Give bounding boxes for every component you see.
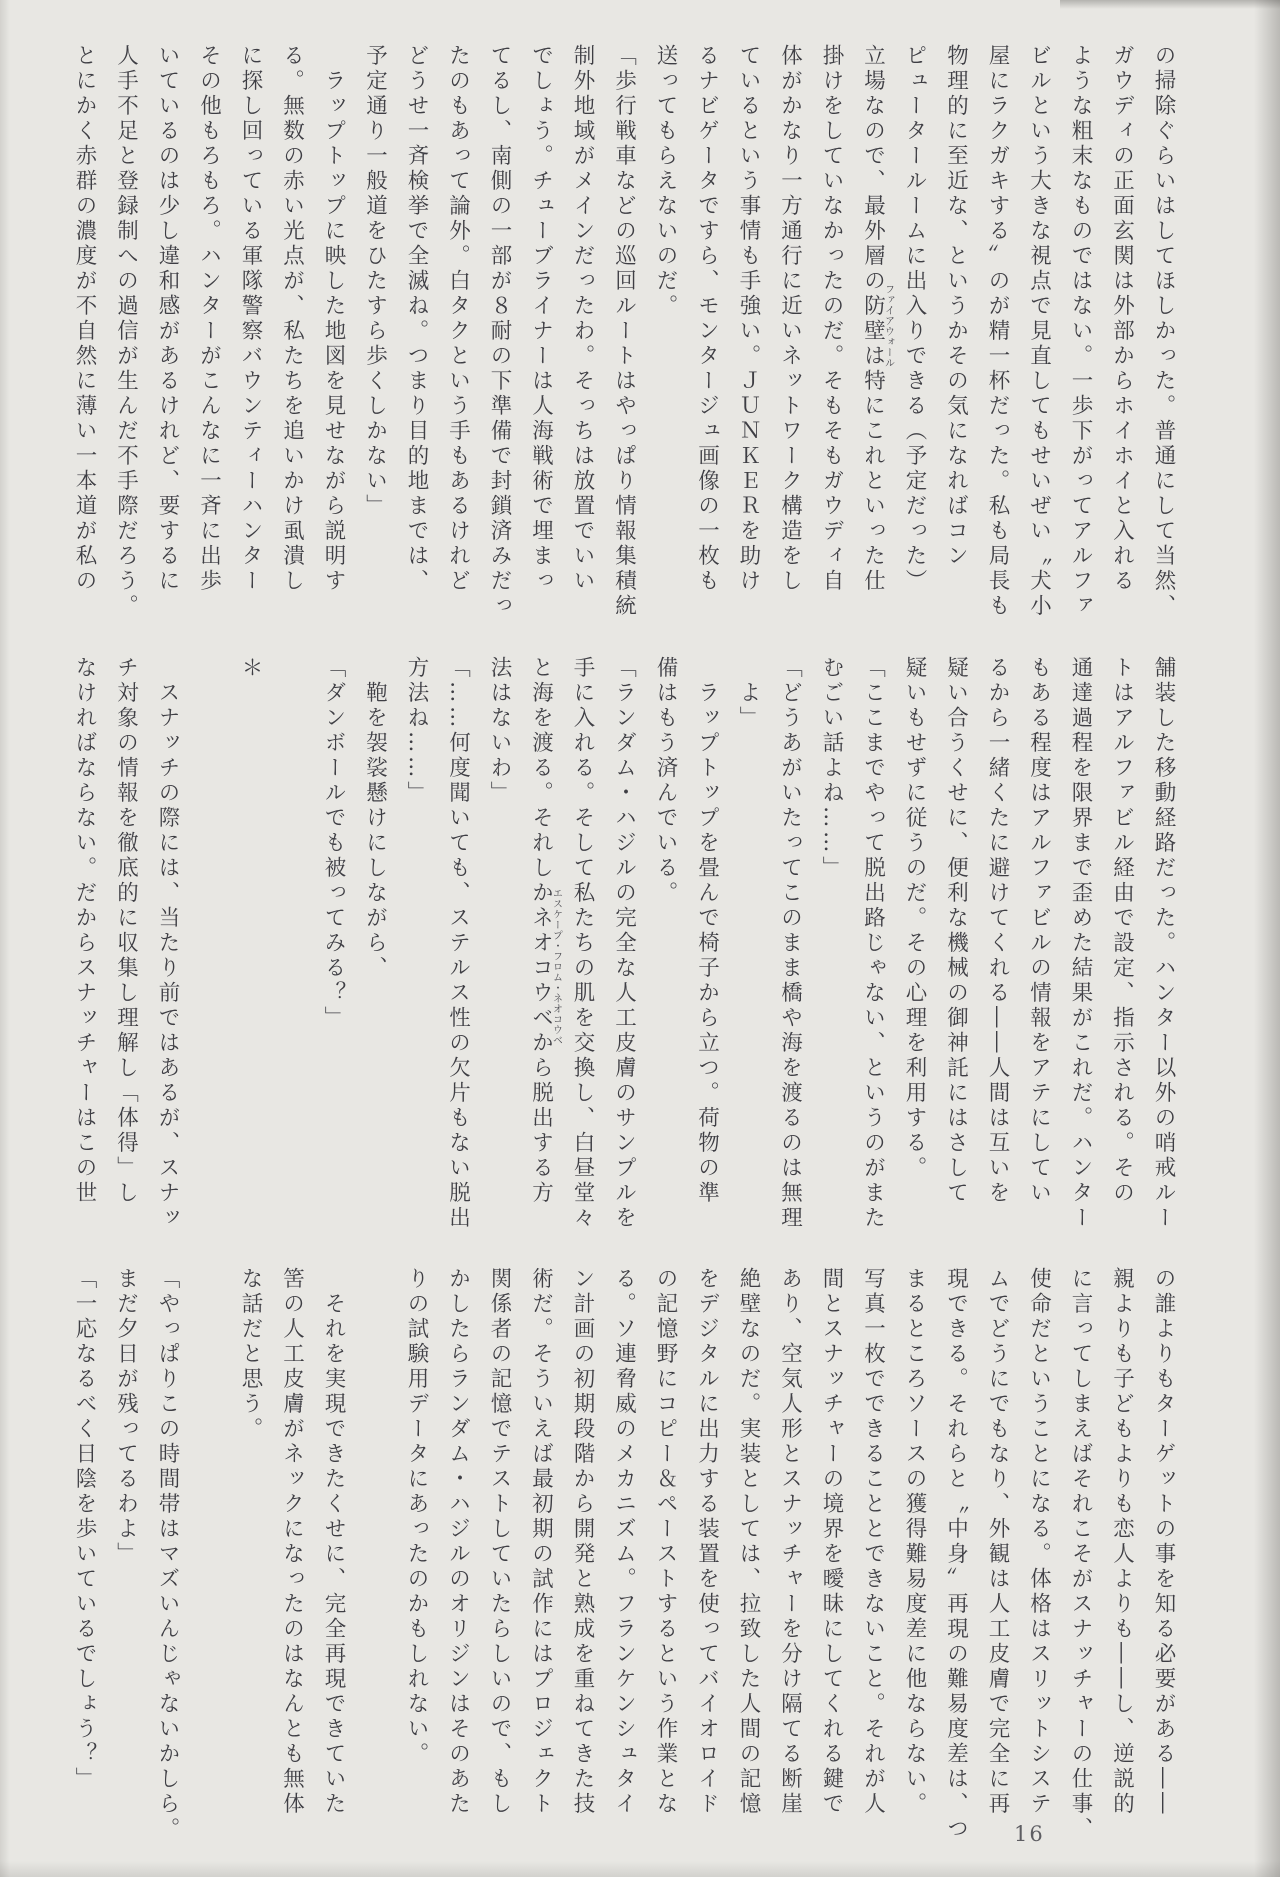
text-column	[313, 44, 355, 651]
column-text: の掃除ぐらいはしてほしかった。普通にして当然、	[1151, 44, 1176, 619]
text-column	[894, 656, 936, 1238]
column-text: ラップトップに映した地図を見せながら説明す	[321, 69, 346, 594]
text-column	[396, 656, 438, 1238]
column-text: 屋にラクガキする〟のが精一杯だった。私も局長も	[985, 44, 1010, 619]
column-text: ＊	[238, 656, 263, 681]
column-text: 「どうあがいたってこのまま橋や海を渡るのは無理	[777, 656, 803, 1231]
text-column	[1101, 1267, 1143, 1849]
text-column	[396, 44, 438, 626]
column-text: 疑い合うくせに、便利な機械の御神託にはさして	[943, 656, 969, 1206]
text-column	[977, 656, 1019, 1238]
column-text: スナッチの際には、当たり前ではあるが、スナッ	[155, 681, 180, 1231]
text-band-middle	[63, 656, 1184, 1238]
text-column	[686, 44, 728, 626]
column-text: まるところソースの獲得難易度差に他ならない。	[902, 1267, 927, 1817]
blank-column	[188, 656, 230, 1238]
column-text: ような粗末なものではない。一歩下がってアルファ	[1068, 44, 1093, 619]
text-column	[479, 44, 521, 626]
blank-column	[188, 1267, 230, 1849]
text-column	[562, 1267, 604, 1849]
text-column	[105, 1267, 147, 1849]
column-text: ムでどうにでもなり、外観は人工皮膚で完全に再	[985, 1267, 1010, 1817]
text-column	[313, 656, 355, 1238]
column-text: それを実現できたくせに、完全再現できていた	[321, 1292, 346, 1817]
column-text: 舗装した移動経路だった。ハンター以外の哨戒ルー	[1151, 656, 1176, 1231]
column-text: 術だ。そういえば最初期の試作にはプロジェクト	[528, 1267, 554, 1817]
column-text: 掛けをしていなかったのだ。そもそもガウディ自	[819, 44, 844, 594]
text-column	[645, 44, 687, 626]
column-text: る。無数の赤い光点が、私たちを追いかけ虱潰し	[279, 44, 305, 594]
text-column	[479, 1267, 521, 1849]
column-text: な話だと思う。	[238, 1267, 263, 1442]
column-text: でしょう。チューブライナーは人海戦術で埋まっ	[528, 44, 554, 594]
column-text: 疑いもせずに従うのだ。その心理を利用する。	[902, 656, 927, 1181]
column-text: ガウディの正面玄関は外部からホイホイと入れる	[1109, 44, 1135, 594]
column-text: あり、空気人形とスナッチャーを分け隔てる断崖	[777, 1267, 803, 1817]
scan-shadow-top-right	[1060, 0, 1280, 9]
column-text: とにかく赤群の濃度が不自然に薄い一本道が私の	[72, 44, 97, 594]
column-text: ン計画の初期段階から開発と熟成を重ねてきた技	[570, 1267, 595, 1817]
text-column	[147, 656, 189, 1263]
text-column	[1018, 656, 1060, 1238]
text-column	[64, 1267, 106, 1849]
column-text: どうせ一斉検挙で全滅ね。つまり目的地までは、	[404, 44, 429, 594]
text-column	[769, 656, 811, 1238]
column-text: 予定通り一般道をひたすら歩くしかない」	[362, 44, 388, 519]
text-column	[645, 1267, 687, 1849]
text-column	[686, 656, 728, 1263]
text-column	[852, 1267, 894, 1849]
text-column	[603, 656, 645, 1238]
text-column	[147, 1267, 189, 1849]
text-column	[313, 1267, 355, 1874]
column-text: 人手不足と登録制への過信が生んだ不手際だろう。	[113, 44, 139, 619]
column-text: 送ってもらえないのだ。	[653, 44, 678, 319]
section-separator	[230, 656, 272, 1238]
text-band-bottom	[63, 1267, 1184, 1849]
text-column	[147, 44, 189, 626]
text-column	[1143, 656, 1185, 1238]
column-text: るナビゲータですら、モンタージュ画像の一枚も	[694, 44, 720, 594]
text-column	[645, 656, 687, 1238]
column-text: 鞄を袈裟懸けにしながら、	[362, 681, 388, 981]
column-text: 筈の人工皮膚がネックになったのはなんとも無体	[279, 1267, 305, 1817]
column-text: 通達過程を限界まで歪めた結果がこれだ。ハンター	[1068, 656, 1093, 1231]
column-text: ラップトップを畳んで椅子から立つ。荷物の準	[694, 681, 720, 1206]
text-column	[479, 656, 521, 1238]
column-text: 方法ね……」	[404, 656, 429, 806]
text-column	[686, 1267, 728, 1849]
text-column	[894, 44, 936, 626]
column-text: 体がかなり一方通行に近いネットワーク構造をし	[777, 44, 803, 594]
page-number: 16	[1014, 1822, 1045, 1846]
column-text: トはアルファビル経由で設定、指示される。その	[1109, 656, 1135, 1206]
blank-column	[271, 656, 313, 1238]
column-text: と海を渡る。それしかネオコウベから脱出する方	[528, 656, 554, 1206]
column-text: るから一緒くたに避けてくれる――人間は互いを	[985, 656, 1010, 1206]
column-text: もある程度はアルファビルの情報をアテにしてい	[1026, 656, 1052, 1206]
column-text: たのもあって論外。白タクという手もあるけれど	[445, 44, 471, 594]
text-column	[769, 44, 811, 626]
text-column	[1143, 1267, 1185, 1849]
furigana-annotation: エスケープ・フロム・ネオコウベ	[550, 888, 562, 1046]
column-text: むごい話よね……」	[819, 656, 844, 881]
column-text: かしたらランダム・ハジルのオリジンはそのあた	[445, 1267, 471, 1817]
text-column	[935, 44, 977, 626]
text-column	[562, 44, 604, 626]
scan-shadow-right	[1254, 0, 1280, 1877]
text-column	[354, 44, 396, 626]
column-text: 使命だということになる。体格はスリットシステ	[1026, 1267, 1052, 1817]
text-column	[894, 1267, 936, 1849]
column-text: 「歩行戦車などの巡回ルートはやっぱり情報集積統	[611, 44, 637, 619]
column-text: その他もろもろ。ハンターがこんなに一斉に出歩	[196, 44, 222, 594]
column-text: いているのは少し違和感があるけれど、要するに	[155, 44, 180, 594]
text-column	[728, 1267, 770, 1849]
column-text: の誰よりもターゲットの事を知る必要がある――	[1151, 1267, 1176, 1817]
column-text: 手に入れる。そして私たちの肌を交換し、白昼堂々	[570, 656, 595, 1231]
text-column	[396, 1267, 438, 1849]
text-column	[1060, 656, 1102, 1238]
column-text: てるし、南側の一部が８耐の下準備で封鎖済みだっ	[487, 44, 512, 619]
column-text: りの試験用データにあったのかもしれない。	[404, 1267, 429, 1767]
text-column	[520, 44, 562, 626]
text-column	[1018, 1267, 1060, 1849]
text-column	[603, 44, 645, 626]
column-text: ビルという大きな視点で見直してもせいぜい〝犬小	[1026, 44, 1052, 619]
text-column	[852, 44, 894, 626]
text-column	[935, 656, 977, 1238]
text-column	[188, 44, 230, 626]
text-column	[1060, 1267, 1102, 1849]
column-text: なければならない。だからスナッチャーはこの世	[72, 656, 97, 1206]
text-column	[562, 656, 604, 1238]
column-text: の記憶野にコピー＆ペーストするという作業とな	[653, 1267, 678, 1817]
text-column	[64, 44, 106, 626]
text-column	[1018, 44, 1060, 626]
column-text: 「ダンボールでも被ってみる？」	[321, 656, 346, 1031]
text-column	[520, 656, 562, 1238]
text-column	[977, 44, 1019, 626]
column-text: る。ソ連脅威のメカニズム。フランケンシュタイ	[611, 1267, 637, 1817]
column-text: をデジタルに出力する装置を使ってバイオロイド	[694, 1267, 720, 1817]
text-column	[769, 1267, 811, 1849]
text-column	[64, 656, 106, 1238]
column-text: に言ってしまえばそれこそがスナッチャーの仕事、	[1068, 1267, 1093, 1842]
column-text: 立場なので、最外層の防壁は特にこれといった仕	[860, 44, 886, 594]
text-column	[271, 1267, 313, 1849]
blank-column	[354, 1267, 396, 1849]
column-text: 「ランダム・ハジルの完全な人工皮膚のサンプルを	[611, 656, 637, 1231]
text-column	[105, 44, 147, 626]
text-column	[354, 656, 396, 1263]
text-column	[437, 1267, 479, 1849]
column-text: 間とスナッチャーの境界を曖昧にしてくれる鍵で	[819, 1267, 844, 1817]
text-band-top	[63, 44, 1184, 626]
text-column	[230, 1267, 272, 1849]
column-text: 法はないわ」	[487, 656, 512, 806]
column-text: ピュータールームに出入りできる（予定だった）	[902, 44, 927, 594]
text-column	[603, 1267, 645, 1849]
text-column	[811, 44, 853, 626]
text-column	[1101, 656, 1143, 1238]
scan-shadow-bottom	[0, 1861, 1280, 1877]
text-column	[437, 44, 479, 626]
column-text: 現できる。それらと〝中身〟再現の難易度差は、つ	[943, 1267, 969, 1842]
text-column	[271, 44, 313, 626]
column-text: まだ夕日が残ってるわよ」	[113, 1267, 139, 1567]
column-text: 制外地域がメインだったわ。そっちは放置でいい	[570, 44, 595, 594]
column-text: 物理的に至近な、というかその気になればコン	[943, 44, 969, 569]
text-column	[105, 656, 147, 1238]
column-text: チ対象の情報を徹底的に収集し理解し「体得」し	[113, 656, 139, 1206]
column-text: 親よりも子どもよりも恋人よりも――し、逆説的	[1109, 1267, 1135, 1817]
column-text: 「一応なるべく日陰を歩いているでしょう？」	[72, 1267, 97, 1792]
column-text: よ」	[736, 681, 761, 731]
text-column	[1143, 44, 1185, 626]
text-column	[230, 44, 272, 626]
column-text: 関係者の記憶でテストしていたらしいので、もし	[487, 1267, 512, 1817]
text-column	[437, 656, 479, 1238]
text-column	[935, 1267, 977, 1849]
column-text: に探し回っている軍隊警察バウンティーハンター	[238, 44, 263, 594]
column-text: 絶壁なのだ。実装としては、拉致した人間の記憶	[736, 1267, 761, 1817]
column-text: 「……何度聞いても、ステルス性の欠片もない脱出	[445, 656, 471, 1231]
text-column	[1101, 44, 1143, 626]
text-column	[811, 656, 853, 1238]
text-column	[728, 44, 770, 626]
text-column	[1060, 44, 1102, 626]
text-column	[728, 656, 770, 1263]
text-column	[811, 1267, 853, 1849]
column-text: 「やっぱりこの時間帯はマズいんじゃないかしら。	[155, 1267, 180, 1842]
text-column	[977, 1267, 1019, 1849]
column-text: 「ここまでやって脱出路じゃない、というのがまた	[860, 656, 886, 1231]
column-text: 写真一枚でできることとできないこと。それが人	[860, 1267, 886, 1817]
scan-shadow-left	[0, 0, 10, 1877]
column-text: ているという事情も手強い。ＪＵＮＫＥＲを助け	[736, 44, 761, 594]
column-text: 備はもう済んでいる。	[653, 656, 678, 906]
text-column	[520, 1267, 562, 1849]
text-column	[852, 656, 894, 1238]
furigana-annotation: ファイアウォール	[882, 284, 894, 368]
